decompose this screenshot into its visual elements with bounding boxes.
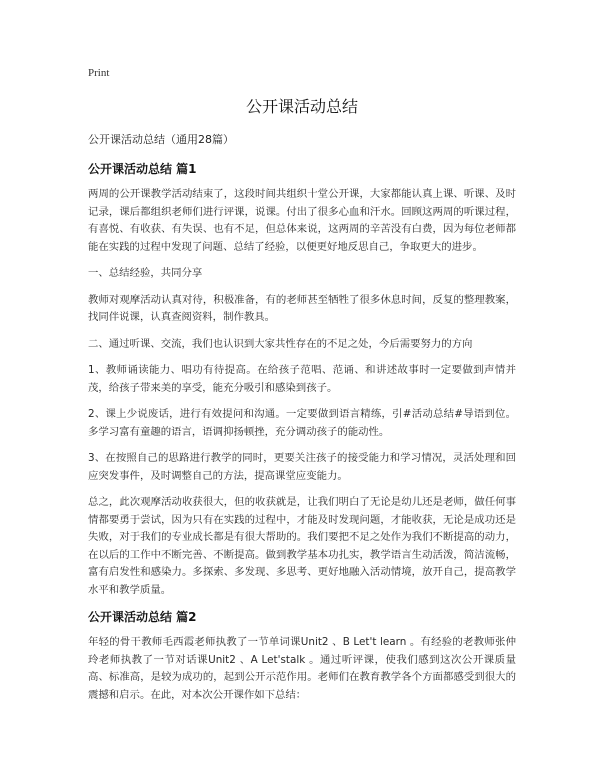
paragraph: 1、教师诵读能力、唱功有待提高。在给孩子范唱、范诵、和讲述故事时一定要做到声情并茂，给孩子带来美的享受，能充分吸引和感染到孩子。	[88, 364, 516, 394]
section-heading: 公开课活动总结 篇2	[88, 610, 197, 624]
print-link[interactable]: Print	[88, 67, 110, 79]
document-subtitle: 公开课活动总结（通用28篇）	[88, 133, 234, 146]
paragraph: 年轻的骨干教师毛西霞老师执教了一节单词课Unit2 、B Let't learn 。有经验的老教师张仲玲老师执教了一节对话课Unit2 、A Let'stalk 。通过听评课，使我们感到这次公开课质量高、标准高，是较为成功的，起到公开示范作用。老师们在教育教学各个方面都感受到很大的震撼和启示。在此，对本次公开课作如下总结：	[88, 636, 516, 701]
section-1	[88, 160, 516, 599]
paragraph: 2、课上少说废话，进行有效提问和沟通。一定要做到语言精练，引#活动总结#导语到位。多学习富有童趣的语言，语调抑扬顿挫，充分调动孩子的能动性。	[88, 408, 516, 438]
paragraph: 一、总结经验，共同分享	[88, 267, 203, 279]
document-page	[88, 66, 516, 713]
paragraph: 二、通过听课、交流，我们也认识到大家共性存在的不足之处，今后需要努力的方向	[88, 337, 473, 350]
paragraph: 两周的公开课教学活动结束了，这段时间共组织十堂公开课，大家都能认真上课、听课、及时记录，课后都组织老师们进行评课，说课。付出了很多心血和汗水。回顾这两周的听课过程，有喜悦、有收获、有失误、也有不足，但总体来说，这两周的辛苦没有白费，因为每位老师都能在实践的过程中发现了问题、总结了经验，以便更好地反思自己，争取更大的进步。	[88, 188, 516, 253]
page-title: 公开课活动总结	[245, 97, 358, 116]
paragraph: 3、在按照自己的思路进行教学的同时，更要关注孩子的接受能力和学习情况，灵活处理和回应突发事件，及时调整自己的方法，提高课堂应变能力。	[88, 452, 516, 482]
section-2	[88, 608, 516, 704]
paragraph: 教师对观摩活动认真对待，积极准备，有的老师甚至牺牲了很多休息时间，反复的整理教案，找同伴说课，认真查阅资料，制作教具。	[88, 293, 516, 323]
section-heading: 公开课活动总结 篇1	[88, 162, 197, 176]
paragraph: 总之，此次观摩活动收获很大，但的收获就是，让我们明白了无论是幼儿还是老师，做任何事情都要勇于尝试，因为只有在实践的过程中，才能及时发现问题，才能收获，无论是成功还是失败，对于我们的专业成长都是有很大帮助的。我们要把不足之处作为我们不断提高的动力，在以后的工作中不断完善、不断提高。做到教学基本功扎实，教学语言生动活泼，简洁流畅，富有启发性和感染力。多探索、多发现、多思考、更好地融入活动情境，放开自己，提高教学水平和教学质量。	[88, 496, 516, 596]
